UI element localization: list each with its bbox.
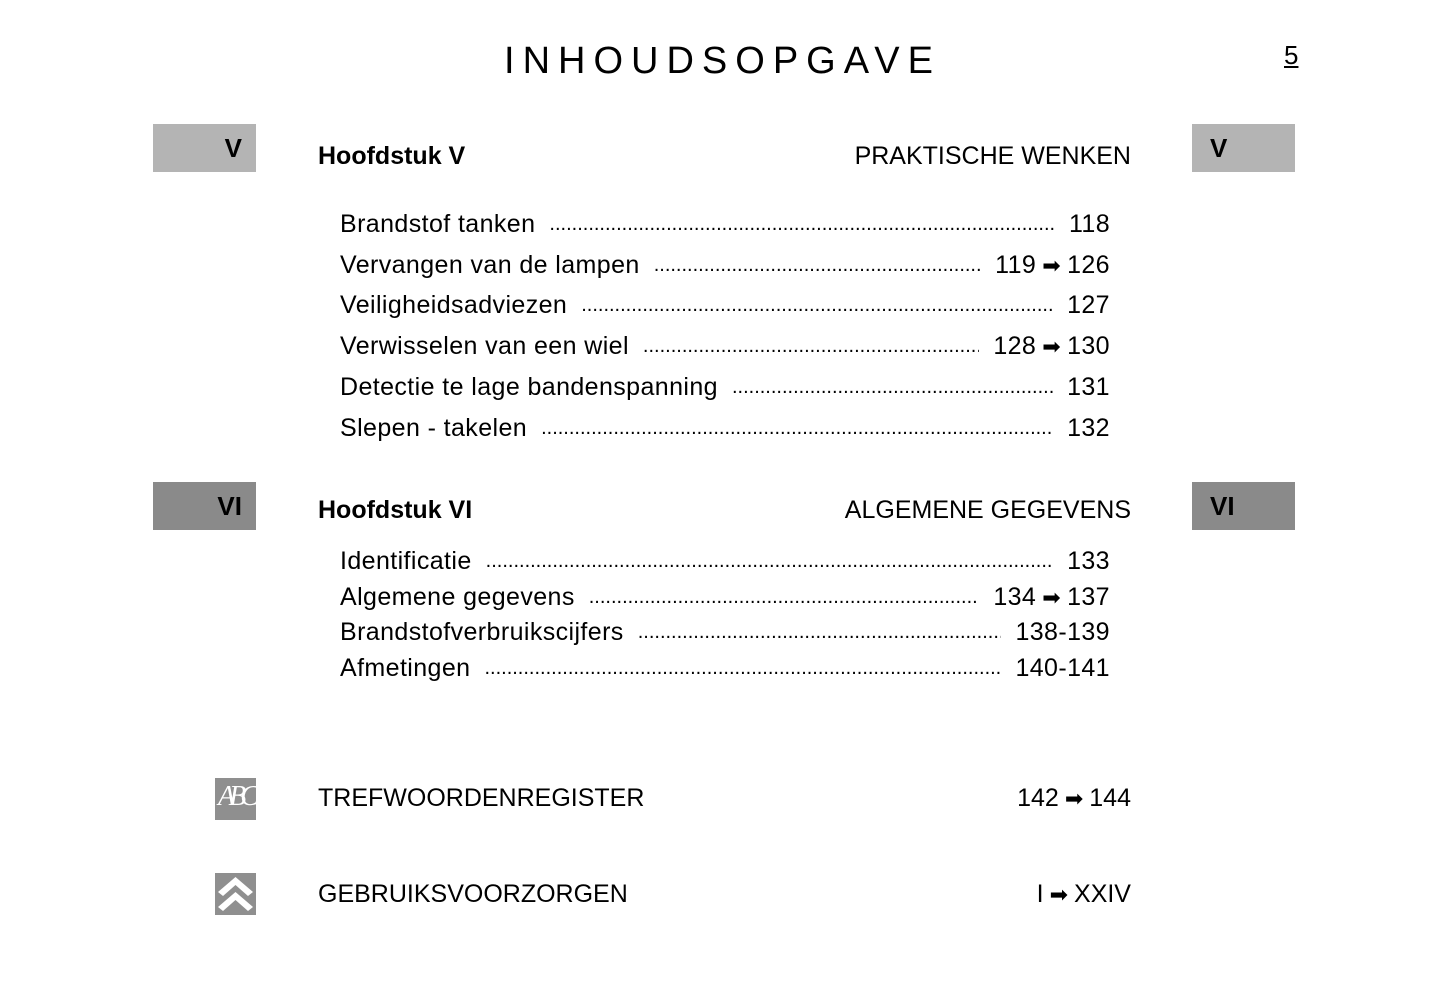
entry-pages: 133 [1067, 547, 1110, 575]
arrow-right-icon: ➡ [1042, 253, 1062, 278]
precautions-entry[interactable] [318, 874, 1131, 914]
chapter-header-v [318, 136, 1131, 176]
toc-entry[interactable] [340, 373, 1110, 409]
dot-leader [654, 254, 981, 277]
entry-pages: 128 ➡ 130 [993, 332, 1110, 360]
entry-pages: 118 [1068, 210, 1110, 238]
index-label: TREFWOORDENREGISTER [318, 783, 645, 812]
dot-leader [638, 621, 1002, 644]
entry-label: Vervangen van de lampen [340, 251, 640, 279]
dot-leader [486, 550, 1053, 573]
index-entry[interactable] [318, 778, 1131, 818]
dot-leader [549, 213, 1055, 236]
entry-label: Identificatie [340, 547, 472, 575]
abc-index-icon [215, 778, 256, 820]
toc-entry[interactable] [340, 251, 1110, 287]
page-number: 5 [1284, 40, 1299, 70]
entry-label: Slepen - takelen [340, 414, 528, 442]
entry-pages: 140-141 [1015, 654, 1110, 682]
entry-label: Brandstofverbruikscijfers [340, 618, 624, 646]
entry-pages: 138-139 [1015, 618, 1110, 646]
toc-entry[interactable] [340, 414, 1110, 450]
chapter-label: Hoofdstuk VI [318, 495, 473, 524]
entry-label: Afmetingen [340, 654, 471, 682]
toc-entry[interactable] [340, 332, 1110, 368]
entry-pages: 132 [1067, 414, 1110, 442]
chapter-tab-right-v: V [1192, 124, 1295, 172]
dot-leader [589, 586, 980, 609]
chapter-header-vi [318, 490, 1131, 530]
index-pages: 142 ➡ 144 [1017, 783, 1131, 812]
chapter-heading: ALGEMENE GEGEVENS [844, 495, 1131, 524]
precautions-pages: I ➡ XXIV [1036, 879, 1131, 908]
dot-leader [484, 657, 1001, 680]
entry-label: Detectie te lage bandenspanning [340, 373, 718, 401]
entry-pages: 127 [1067, 291, 1110, 319]
chapter-tab-left-vi: VI [153, 482, 256, 530]
arrow-right-icon: ➡ [1042, 585, 1062, 610]
entry-pages: 131 [1067, 373, 1110, 401]
citroen-chevron-icon [215, 873, 256, 915]
arrow-right-icon: ➡ [1049, 881, 1069, 907]
dot-leader [581, 294, 1053, 317]
entry-label: Brandstof tanken [340, 210, 536, 238]
toc-entry[interactable] [340, 583, 1110, 619]
arrow-right-icon: ➡ [1064, 785, 1084, 811]
toc-entry[interactable] [340, 654, 1110, 690]
abc-icon-text: ABC [218, 781, 253, 812]
chapter-label: Hoofdstuk V [318, 141, 466, 170]
chapter-heading: PRAKTISCHE WENKEN [854, 141, 1131, 170]
entry-label: Veiligheidsadviezen [340, 291, 568, 319]
toc-entry[interactable] [340, 291, 1110, 327]
toc-entry[interactable] [340, 210, 1110, 246]
page-title: INHOUDSOPGAVE [504, 40, 941, 82]
chapter-tab-right-vi: VI [1192, 482, 1295, 530]
arrow-right-icon: ➡ [1042, 334, 1062, 359]
toc-entry[interactable] [340, 618, 1110, 654]
entry-pages: 119 ➡ 126 [995, 251, 1110, 279]
precautions-label: GEBRUIKSVOORZORGEN [318, 879, 628, 908]
dot-leader [732, 376, 1053, 399]
toc-entry[interactable] [340, 547, 1110, 583]
dot-leader [643, 335, 979, 358]
chapter-tab-left-v: V [153, 124, 256, 172]
entry-pages: 134 ➡ 137 [993, 583, 1110, 611]
dot-leader [541, 417, 1053, 440]
entry-label: Verwisselen van een wiel [340, 332, 629, 360]
entry-label: Algemene gegevens [340, 583, 575, 611]
